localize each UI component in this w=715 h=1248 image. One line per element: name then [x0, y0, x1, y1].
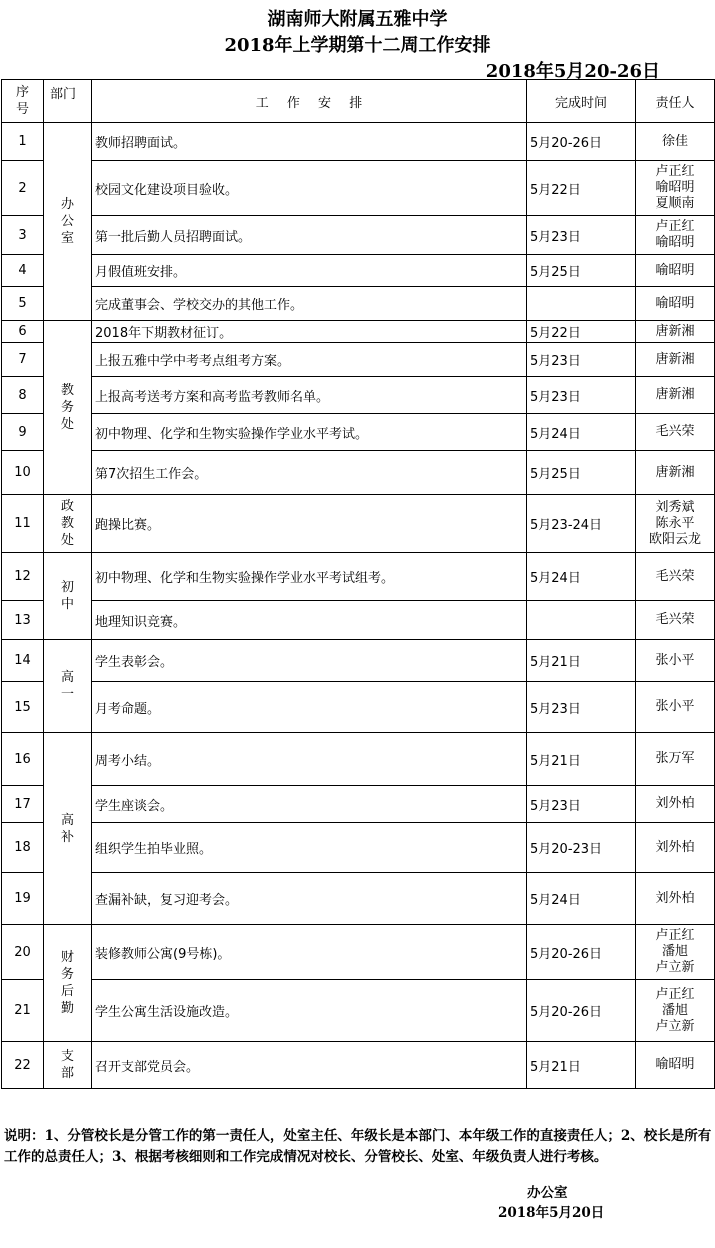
table-row [2, 640, 715, 682]
responsible-person: 潘旭 [661, 1002, 688, 1018]
responsible-person: 卢正红 [655, 928, 695, 943]
row-seq: 5 [2, 287, 44, 321]
row-responsible [636, 451, 715, 495]
row-time: 5月23-24日 [527, 495, 636, 553]
row-seq: 2 [2, 161, 44, 216]
row-responsible [636, 733, 715, 786]
header-time: 完成时间 [527, 80, 636, 123]
table-row [2, 733, 715, 786]
row-responsible [636, 255, 715, 287]
row-seq: 13 [2, 601, 44, 640]
row-task: 跑操比赛。 [92, 495, 527, 553]
responsible-person: 夏顺南 [655, 196, 695, 211]
row-task: 召开支部党员会。 [92, 1042, 527, 1089]
table-row [2, 377, 715, 414]
row-seq: 14 [2, 640, 44, 682]
row-task: 学生公寓生活设施改造。 [92, 980, 527, 1042]
responsible-person: 张小平 [655, 699, 695, 714]
table-row [2, 161, 715, 216]
table-row [2, 451, 715, 495]
row-time: 5月20-23日 [527, 823, 636, 873]
responsible-person: 喻昭明 [655, 1057, 695, 1072]
responsible-person: 卢正红 [655, 164, 695, 179]
row-task: 2018年下期教材征订。 [92, 321, 527, 343]
row-seq: 10 [2, 451, 44, 495]
responsible-person: 毛兴荣 [655, 424, 695, 439]
responsible-person: 卢正红 [655, 219, 695, 234]
table-row [2, 255, 715, 287]
row-time: 5月25日 [527, 255, 636, 287]
header-seq: 序号 [2, 80, 44, 123]
responsible-person: 唐新湘 [655, 387, 695, 402]
row-time: 5月21日 [527, 1042, 636, 1089]
row-time: 5月22日 [527, 321, 636, 343]
table-row [2, 980, 715, 1042]
row-seq: 12 [2, 553, 44, 601]
responsible-person: 陈永平 [655, 515, 695, 531]
row-task: 上报高考送考方案和高考监考教师名单。 [92, 377, 527, 414]
row-time: 5月22日 [527, 161, 636, 216]
responsible-person: 潘旭 [661, 944, 688, 959]
row-task: 第7次招生工作会。 [92, 451, 527, 495]
row-responsible [636, 287, 715, 321]
row-task: 月假值班安排。 [92, 255, 527, 287]
responsible-person: 徐佳 [661, 133, 688, 149]
table-row [2, 553, 715, 601]
schedule-table [1, 79, 715, 1089]
responsible-person: 喻昭明 [655, 295, 695, 311]
row-time: 5月23日 [527, 216, 636, 255]
row-seq: 21 [2, 980, 44, 1042]
row-task: 查漏补缺，复习迎考会。 [92, 873, 527, 925]
responsible-person: 欧阳云龙 [648, 531, 701, 547]
row-responsible [636, 343, 715, 377]
table-row [2, 786, 715, 823]
department-label: 办公室 [60, 197, 74, 246]
department-cell [44, 553, 92, 640]
row-seq: 11 [2, 495, 44, 553]
row-task: 初中物理、化学和生物实验操作学业水平考试。 [92, 414, 527, 451]
department-cell [44, 733, 92, 925]
responsible-person: 喻昭明 [655, 262, 695, 278]
table-row [2, 682, 715, 733]
row-time: 5月20-26日 [527, 925, 636, 980]
header-resp: 责任人 [636, 80, 715, 123]
row-task: 组织学生拍毕业照。 [92, 823, 527, 873]
department-cell [44, 321, 92, 495]
department-label: 财务后勤 [60, 950, 74, 1016]
responsible-person: 毛兴荣 [655, 612, 695, 627]
row-time: 5月20-26日 [527, 123, 636, 161]
responsible-person: 喻昭明 [655, 180, 695, 195]
row-task: 学生座谈会。 [92, 786, 527, 823]
responsible-person: 唐新湘 [655, 351, 695, 367]
row-seq: 6 [2, 321, 44, 343]
row-seq: 9 [2, 414, 44, 451]
row-responsible [636, 925, 715, 980]
row-seq: 3 [2, 216, 44, 255]
department-label: 支部 [60, 1049, 74, 1081]
department-cell [44, 495, 92, 553]
header-dept: 部门 [44, 80, 92, 123]
row-responsible [636, 377, 715, 414]
responsible-person: 卢正红 [655, 986, 695, 1002]
responsible-person: 喻昭明 [655, 235, 695, 250]
row-task: 教师招聘面试。 [92, 123, 527, 161]
row-responsible [636, 161, 715, 216]
row-time: 5月20-26日 [527, 980, 636, 1042]
responsible-person: 卢立新 [655, 960, 695, 975]
table-row [2, 216, 715, 255]
row-seq: 15 [2, 682, 44, 733]
row-seq: 17 [2, 786, 44, 823]
department-cell [44, 925, 92, 1042]
row-responsible [636, 321, 715, 343]
department-label: 高一 [60, 670, 74, 702]
table-row [2, 321, 715, 343]
table-row [2, 414, 715, 451]
table-row [2, 123, 715, 161]
row-seq: 22 [2, 1042, 44, 1089]
row-task: 地理知识竞赛。 [92, 601, 527, 640]
responsible-person: 张小平 [655, 652, 695, 668]
row-seq: 1 [2, 123, 44, 161]
responsible-person: 毛兴荣 [655, 568, 695, 584]
row-responsible [636, 786, 715, 823]
footer-office: 办公室 [527, 1185, 568, 1201]
row-time: 5月23日 [527, 786, 636, 823]
row-responsible [636, 123, 715, 161]
row-seq: 19 [2, 873, 44, 925]
row-responsible [636, 682, 715, 733]
table-row [2, 873, 715, 925]
row-time: 5月23日 [527, 377, 636, 414]
row-responsible [636, 495, 715, 553]
responsible-person: 刘外柏 [655, 796, 695, 811]
row-time [527, 601, 636, 640]
row-task: 学生表彰会。 [92, 640, 527, 682]
table-row [2, 495, 715, 553]
department-cell [44, 640, 92, 733]
department-cell [44, 1042, 92, 1089]
table-row [2, 823, 715, 873]
row-time: 5月24日 [527, 873, 636, 925]
row-responsible [636, 640, 715, 682]
row-task: 校园文化建设项目验收。 [92, 161, 527, 216]
row-time: 5月21日 [527, 640, 636, 682]
date-range: 2018年5月20-26日 [485, 61, 660, 82]
row-task: 第一批后勤人员招聘面试。 [92, 216, 527, 255]
row-task: 装修教师公寓(9号栋)。 [92, 925, 527, 980]
row-responsible [636, 601, 715, 640]
row-seq: 16 [2, 733, 44, 786]
row-time: 5月23日 [527, 682, 636, 733]
row-task: 上报五雅中学中考考点组考方案。 [92, 343, 527, 377]
row-responsible [636, 414, 715, 451]
row-seq: 8 [2, 377, 44, 414]
row-task: 初中物理、化学和生物实验操作学业水平考试组考。 [92, 553, 527, 601]
header-task: 工 作 安 排 [92, 80, 527, 123]
row-responsible [636, 873, 715, 925]
row-seq: 18 [2, 823, 44, 873]
explanation-note: 说明：1、分管校长是分管工作的第一责任人，处室主任、年级长是本部门、本年级工作的直接责任人；2、校长是所有工作的总责任人；3、根据考核细则和工作完成情况对校长、分管校长、处室、年级负责人进行考核。 [4, 1128, 712, 1165]
responsible-person: 刘秀斌 [655, 499, 695, 515]
row-time: 5月25日 [527, 451, 636, 495]
table-row [2, 287, 715, 321]
row-responsible [636, 980, 715, 1042]
department-label: 政教处 [60, 499, 74, 548]
responsible-person: 刘外柏 [655, 890, 695, 906]
row-responsible [636, 216, 715, 255]
row-seq: 4 [2, 255, 44, 287]
row-seq: 20 [2, 925, 44, 980]
department-label: 教务处 [60, 383, 74, 432]
row-time [527, 287, 636, 321]
department-label: 高补 [60, 812, 74, 845]
department-cell [44, 123, 92, 321]
row-task: 周考小结。 [92, 733, 527, 786]
table-row [2, 1042, 715, 1089]
responsible-person: 刘外柏 [655, 839, 695, 855]
header-row [2, 80, 715, 123]
footer-date: 2018年5月20日 [498, 1205, 605, 1221]
row-time: 5月23日 [527, 343, 636, 377]
row-task: 完成董事会、学校交办的其他工作。 [92, 287, 527, 321]
department-label: 初中 [60, 580, 74, 612]
row-responsible [636, 1042, 715, 1089]
table-row [2, 343, 715, 377]
row-responsible [636, 823, 715, 873]
row-responsible [636, 553, 715, 601]
row-task: 月考命题。 [92, 682, 527, 733]
table-row [2, 925, 715, 980]
responsible-person: 张万军 [655, 751, 695, 766]
row-time: 5月24日 [527, 553, 636, 601]
row-time: 5月24日 [527, 414, 636, 451]
page-title: 2018年上学期第十二周工作安排 [224, 35, 491, 56]
school-name: 湖南师大附属五雅中学 [267, 9, 448, 30]
table-row [2, 601, 715, 640]
row-seq: 7 [2, 343, 44, 377]
row-time: 5月21日 [527, 733, 636, 786]
responsible-person: 唐新湘 [655, 464, 695, 480]
responsible-person: 唐新湘 [655, 323, 695, 339]
responsible-person: 卢立新 [655, 1018, 695, 1034]
